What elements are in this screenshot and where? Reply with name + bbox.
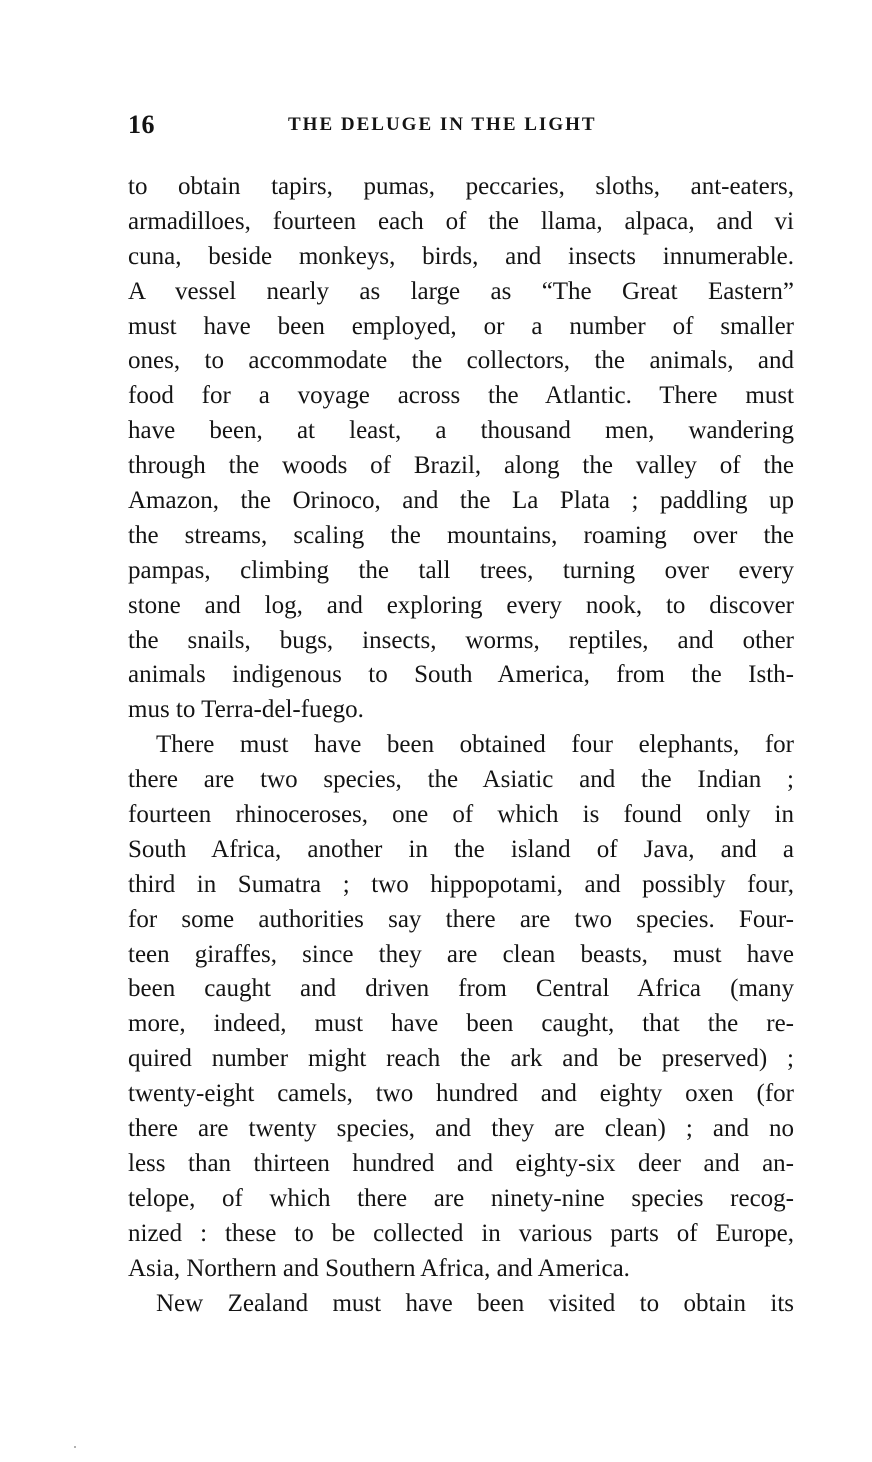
text-line: animals indigenous to South America, from the Isth- <box>128 661 794 689</box>
text-line: third in Sumatra ; two hippopotami, and possibly four, <box>128 870 794 898</box>
body-text <box>128 170 794 1321</box>
text-line: food for a voyage across the Atlantic. There must <box>128 382 794 410</box>
text-line: must have been employed, or a number of smaller <box>128 312 794 340</box>
text-line: telope, of which there are ninety-nine species recog- <box>128 1184 794 1212</box>
scan-speck <box>74 1446 76 1448</box>
text-line: quired number might reach the ark and be preserved) ; <box>128 1045 794 1073</box>
text-line: Asia, Northern and Southern Africa, and America. <box>128 1254 630 1282</box>
text-line: through the woods of Brazil, along the valley of the <box>128 452 794 480</box>
text-line: New Zealand must have been visited to obtain its <box>156 1289 794 1317</box>
text-line: have been, at least, a thousand men, wandering <box>128 417 794 445</box>
text-line: stone and log, and exploring every nook, to discover <box>128 591 794 619</box>
text-line: ones, to accommodate the collectors, the animals, and <box>128 347 794 375</box>
page-number: 16 <box>128 110 155 139</box>
text-line: twenty-eight camels, two hundred and eighty oxen (for <box>128 1080 794 1108</box>
text-line: There must have been obtained four elephants, for <box>156 731 794 759</box>
text-line: pampas, climbing the tall trees, turning over every <box>128 556 794 584</box>
text-line: nized : these to be collected in various parts of Europe, <box>128 1219 794 1247</box>
text-line: there are two species, the Asiatic and the Indian ; <box>128 766 794 794</box>
text-line: mus to Terra-del-fuego. <box>128 696 364 724</box>
text-line: armadilloes, fourteen each of the llama, alpaca, and vi <box>128 207 794 235</box>
text-line: South Africa, another in the island of Java, and a <box>128 835 794 863</box>
page-header <box>128 110 794 140</box>
text-line: to obtain tapirs, pumas, peccaries, sloths, ant-eaters, <box>128 173 794 200</box>
text-line: less than thirteen hundred and eighty-six deer and an- <box>128 1149 794 1177</box>
running-head: THE DELUGE IN THE LIGHT <box>288 114 597 135</box>
text-line: been caught and driven from Central Africa (many <box>128 975 794 1003</box>
text-line: fourteen rhinoceroses, one of which is found only in <box>128 801 794 829</box>
text-line: cuna, beside monkeys, birds, and insects innumerable. <box>128 242 794 270</box>
text-line: for some authorities say there are two species. Four- <box>128 905 794 933</box>
text-line: more, indeed, must have been caught, that the re- <box>128 1010 794 1038</box>
text-line: Amazon, the Orinoco, and the La Plata ; paddling up <box>128 487 794 515</box>
text-line: teen giraffes, since they are clean beasts, must have <box>128 940 794 968</box>
text-line: the snails, bugs, insects, worms, reptiles, and other <box>128 626 794 654</box>
text-line: the streams, scaling the mountains, roaming over the <box>128 521 794 549</box>
text-line: A vessel nearly as large as “The Great Eastern” <box>128 277 794 305</box>
text-line: there are twenty species, and they are clean) ; and no <box>128 1115 794 1143</box>
